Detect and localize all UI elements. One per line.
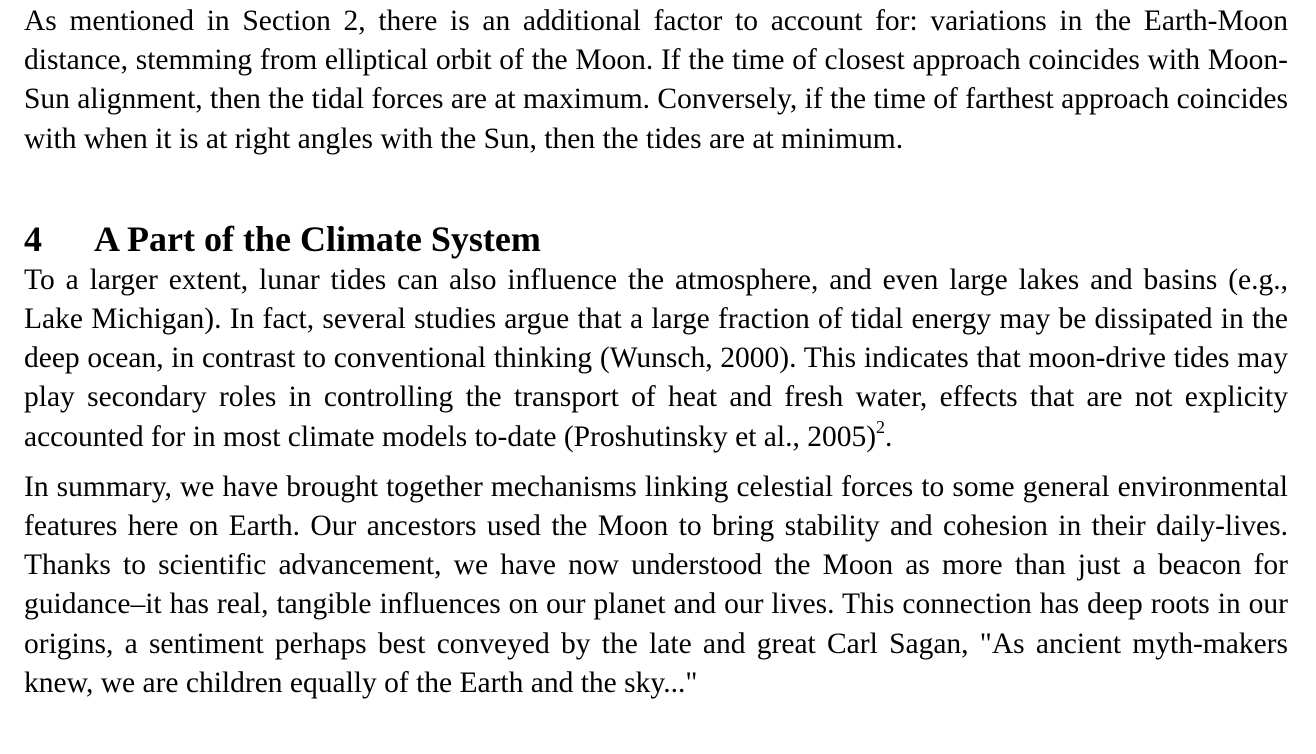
section-paragraph-1-text: To a larger extent, lunar tides can also influence the atmosphere, and even large lakes and basins (e.g., Lake Michigan). In fact, several studies argue that a large fraction of tidal energy may be dissipated in the deep ocean, in contrast to conventional thinking (Wunsch, 2000). This indicates that moon-drive tides may play secondary roles in controlling the transport of heat and fresh water, effects that are not explicity accounted for in most climate models to-date (Proshutinsky et al., 2005) <box>24 263 1288 453</box>
section-number: 4 <box>24 218 42 259</box>
intro-paragraph: As mentioned in Section 2, there is an additional factor to account for: variations in the Earth-Moon distance, stemming from elliptical orbit of the Moon. If the time of closest approach coincides with Moon-Sun alignment, then the tidal forces are at maximum. Conversely, if the time of farthest approach coincides with when it is at right angles with the Sun, then the tides are at minimum. <box>24 5 1288 155</box>
section-paragraph-1-end: . <box>885 420 893 453</box>
section-heading <box>24 217 1288 261</box>
summary-paragraph: In summary, we have brought together mechanisms linking celestial forces to some general environmental features here on Earth. Our ancestors used the Moon to bring stability and cohesion in their daily-lives. Thanks to scientific advancement, we have now understood the Moon as more than just a beacon for guidance–it has real, tangible influences on our planet and our lives. This connection has deep roots in our origins, a sentiment perhaps best conveyed by the late and great Carl Sagan, "As ancient myth-makers knew, we are children equally of the Earth and the sky..." <box>24 470 1288 699</box>
section-paragraph-1 <box>24 261 1288 457</box>
footnote-marker[interactable]: 2 <box>876 416 886 437</box>
document-page <box>24 0 1288 703</box>
section-title: A Part of the Climate System <box>94 218 541 259</box>
